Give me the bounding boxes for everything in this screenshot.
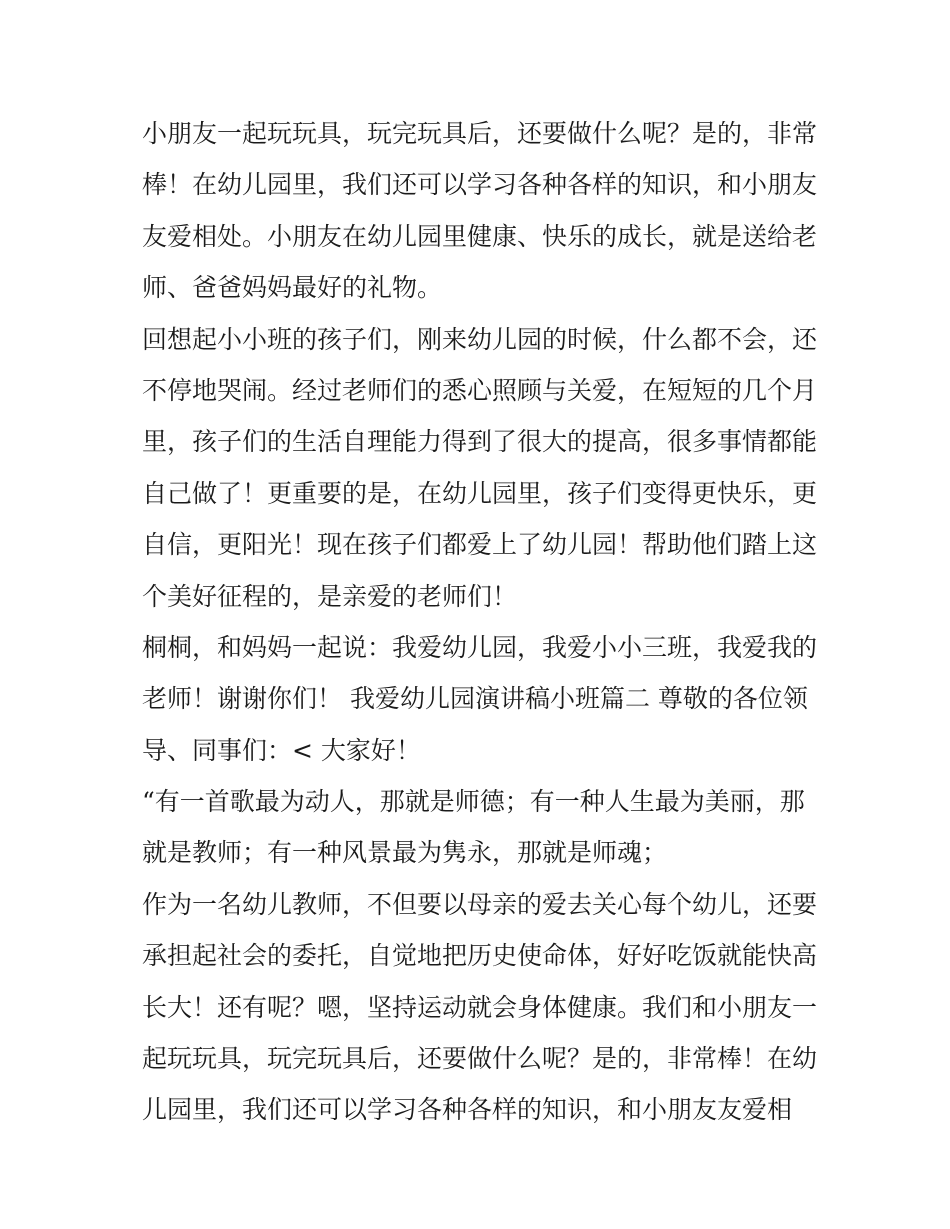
text-line: 小朋友一起玩玩具，玩完玩具后，还要做什么呢？是的，非常 — [142, 119, 818, 148]
text-line: 作为一名幼儿教师，不但要以母亲的爱去关心每个幼儿，还要 — [142, 889, 818, 919]
text-line: 承担起社会的委托，自觉地把历史使命体，好好吃饭就能快高 — [142, 941, 818, 971]
text-line: 友爱相处。小朋友在幼儿园里健康、快乐的成长，就是送给老 — [142, 221, 818, 251]
text-line: “有一首歌最为动人，那就是师德；有一种人生最为美丽，那 — [142, 787, 805, 817]
text-line: 不停地哭闹。经过老师们的悉心照顾与关爱，在短短的几个月 — [142, 375, 818, 405]
text-line: 自信，更阳光！现在孩子们都爱上了幼儿园！帮助他们踏上这 — [142, 530, 818, 560]
text-line: 儿园里，我们还可以学习各种各样的知识，和小朋友友爱相 — [142, 1095, 793, 1125]
text-line: 就是教师；有一种风景最为隽永，那就是师魂； — [142, 838, 668, 868]
text-line: 桐桐，和妈妈一起说：我爱幼儿园，我爱小小三班，我爱我的 — [142, 632, 818, 662]
document-body — [142, 108, 822, 1136]
text-line: 回想起小小班的孩子们，刚来幼儿园的时候，什么都不会，还 — [142, 324, 818, 354]
text-line: 里，孩子们的生活自理能力得到了很大的提高，很多事情都能 — [142, 427, 818, 457]
text-line: 个美好征程的，是亲爱的老师们！ — [142, 581, 518, 611]
text-line: 老师！谢谢你们！ 我爱幼儿园演讲稿小班篇二 尊敬的各位领 — [142, 684, 808, 714]
text-line: 自己做了！更重要的是，在幼儿园里，孩子们变得更快乐，更 — [142, 478, 818, 508]
text-line: 师、爸爸妈妈最好的礼物。 — [142, 273, 443, 303]
text-line: 长大！还有呢？嗯，坚持运动就会身体健康。我们和小朋友一 — [142, 992, 818, 1022]
text-line: 导、同事们：< 大家好！ — [142, 735, 421, 765]
text-line: 起玩玩具，玩完玩具后，还要做什么呢？是的，非常棒！在幼 — [142, 1044, 818, 1074]
text-line: 棒！在幼儿园里，我们还可以学习各种各样的知识，和小朋友 — [142, 170, 818, 200]
